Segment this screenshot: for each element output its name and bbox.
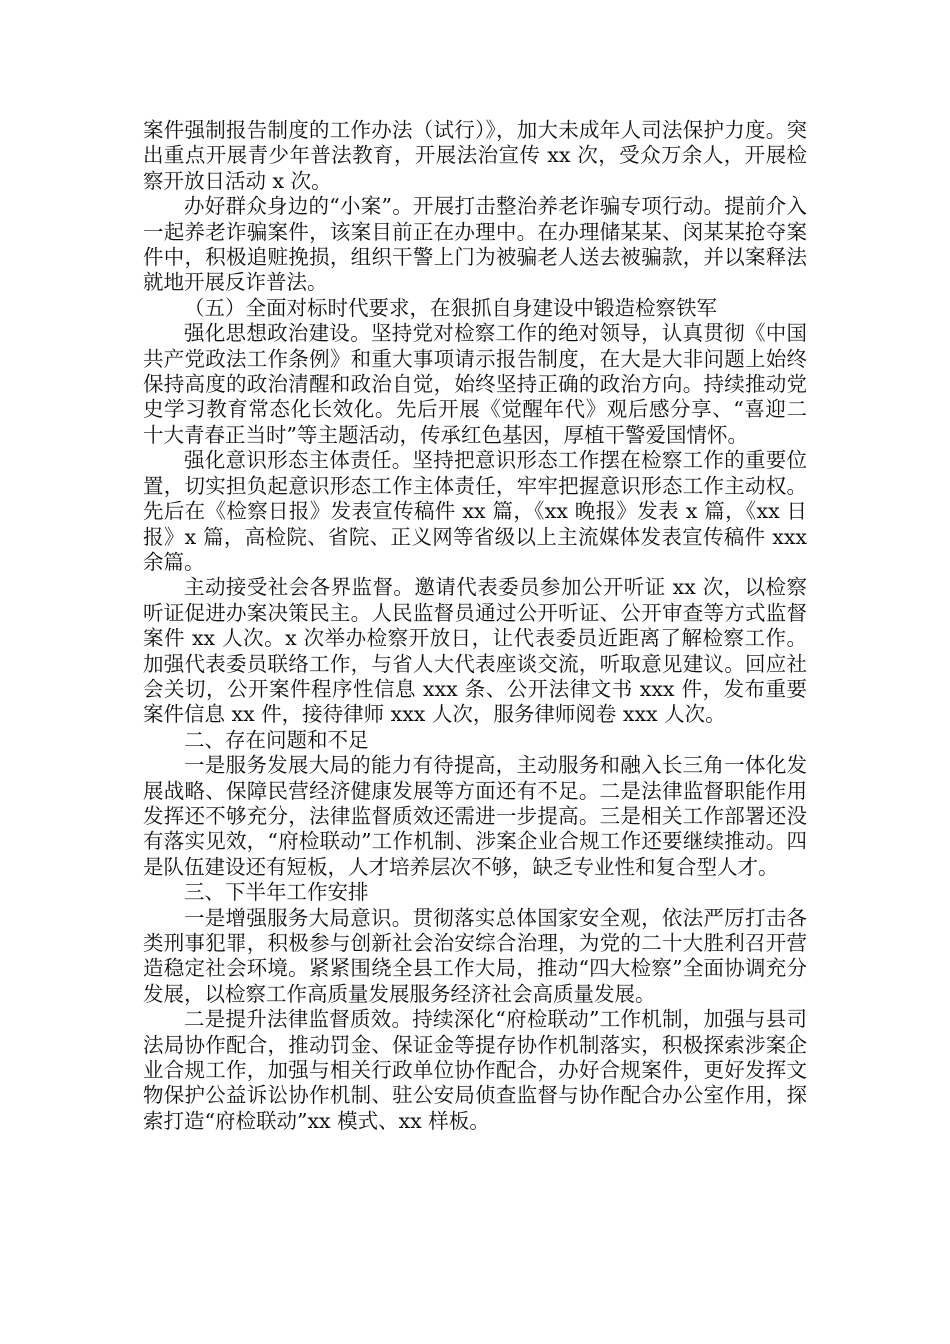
paragraph-2: 办好群众身边的“小案”。开展打击整治养老诈骗专项行动。提前介入一起养老诈骗案件，该案目前正在办理中。在办理储某某、闵某某抢夺案件中，积极追赃挽损，组织干警上门为被骗老人送去被骗款，并以案释法就地开展反诈普法。: [143, 194, 807, 295]
section-heading-5: （五）全面对标时代要求，在狠抓自身建设中锻造检察铁军: [184, 295, 717, 320]
paragraph-political-building: 强化思想政治建设。坚持党对检察工作的绝对领导，认真贯彻《中国共产党政法工作条例》和重大事项请示报告制度，在大是大非问题上始终保持高度的政治清醒和政治自觉，始终坚持正确的政治方向。持续推动党史学习教育常态化长效化。先后开展《觉醒年代》观后感分享、“喜迎二十大青春正当时”等主题活动，传承红色基因，厚植干警爱国情怀。: [143, 321, 807, 447]
paragraph-social-supervision: 主动接受社会各界监督。邀请代表委员参加公开听证 xx 次，以检察听证促进办案决策民主。人民监督员通过公开听证、公开审查等方式监督案件 xx 人次。x 次举办检察开放日，让代表委员近距离了解检察工作。加强代表委员联络工作，与省人大代表座谈交流，听取意见建议。回应社会关切，公开案件程序性信息 xxx 条、公开法律文书 xxx 件，发布重要案件信息 xx 件，接待律师 xxx 人次，服务律师阅卷 xxx 人次。: [143, 575, 807, 727]
section-heading-problems: 二、存在问题和不足: [184, 727, 369, 752]
section-heading-plan: 三、下半年工作安排: [184, 880, 369, 905]
document-body: [143, 118, 807, 1134]
paragraph-plan-1: 一是增强服务大局意识。贯彻落实总体国家安全观，依法严厉打击各类刑事犯罪，积极参与创新社会治安综合治理，为党的二十大胜利召开营造稳定社会环境。紧紧围绕全县工作大局，推动“四大检察”全面协调充分发展，以检察工作高质量发展服务经济社会高质量发展。: [143, 905, 807, 1006]
paragraph-problems: 一是服务发展大局的能力有待提高，主动服务和融入长三角一体化发展战略、保障民营经济健康发展等方面还有不足。二是法律监督职能作用发挥还不够充分，法律监督质效还需进一步提高。三是相关工作部署还没有落实见效，“府检联动”工作机制、涉案企业合规工作还要继续推动。四是队伍建设还有短板，人才培养层次不够，缺乏专业性和复合型人才。: [143, 753, 807, 879]
paragraph-1: 案件强制报告制度的工作办法（试行）》，加大未成年人司法保护力度。突出重点开展青少年普法教育，开展法治宣传 xx 次，受众万余人，开展检察开放日活动 x 次。: [143, 118, 807, 193]
paragraph-ideology-responsibility: 强化意识形态主体责任。坚持把意识形态工作摆在检察工作的重要位置，切实担负起意识形态工作主体责任，牢牢把握意识形态工作主动权。先后在《检察日报》发表宣传稿件 xx 篇，《xx 晚报》发表 x 篇，《xx 日报》x 篇，高检院、省院、正义网等省级以上主流媒体发表宣传稿件 xxx 余篇。: [143, 448, 807, 574]
paragraph-plan-2: 二是提升法律监督质效。持续深化“府检联动”工作机制，加强与县司法局协作配合，推动罚金、保证金等提存协作机制落实，积极探索涉案企业合规工作，加强与相关行政单位协作配合，办好合规案件，更好发挥文物保护公益诉讼协作机制、驻公安局侦查监督与协作配合办公室作用，探索打造“府检联动”xx 模式、xx 样板。: [143, 1007, 807, 1133]
